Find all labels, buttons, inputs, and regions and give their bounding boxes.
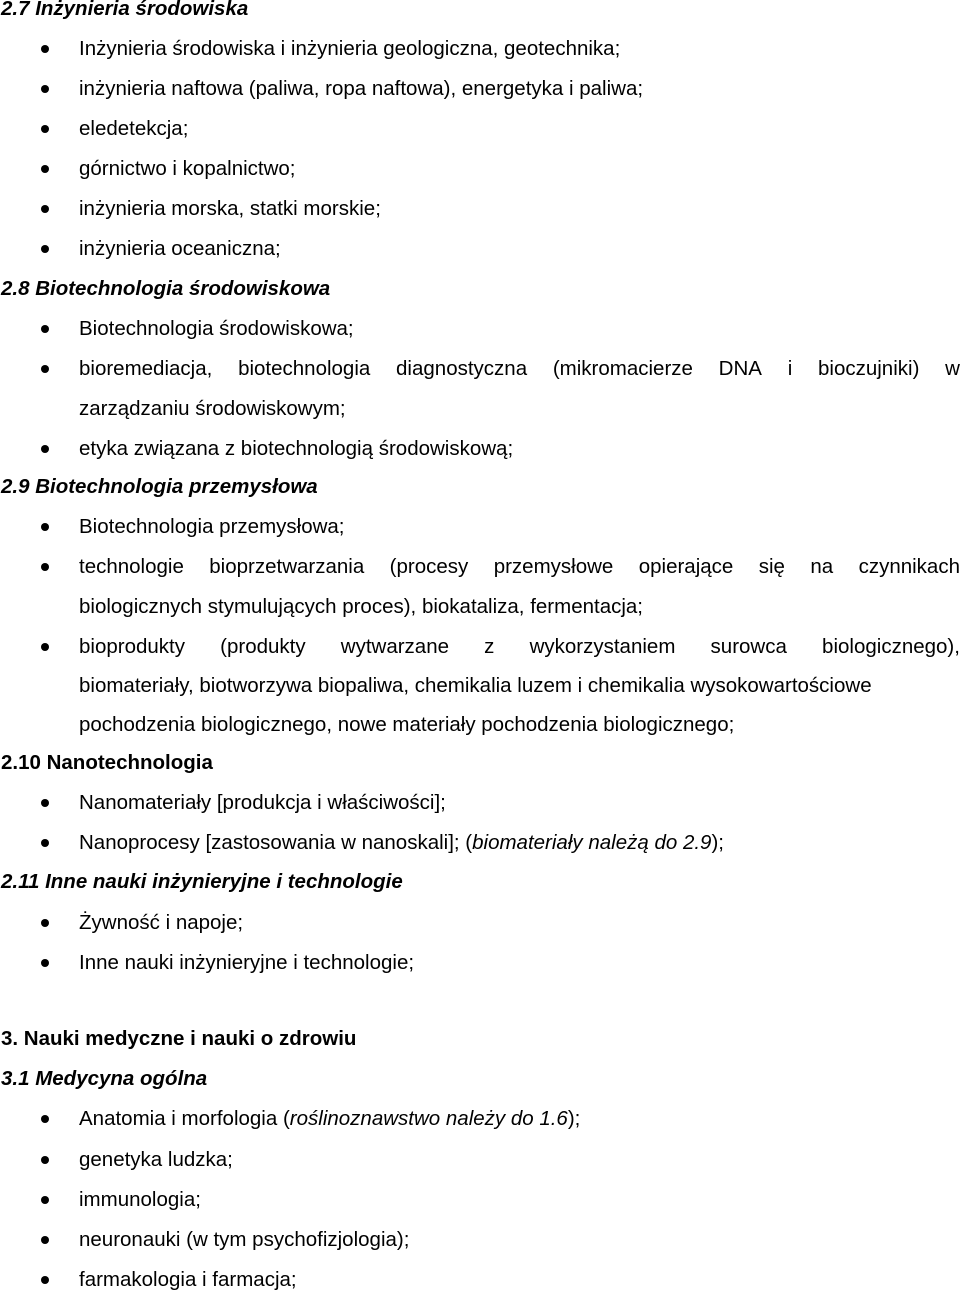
bullet-icon	[41, 563, 49, 571]
bullet-icon	[41, 1276, 49, 1284]
bullet-icon	[41, 839, 49, 847]
bullet-icon	[41, 523, 49, 531]
section-heading-3: 3. Nauki medyczne i nauki o zdrowiu	[1, 1027, 357, 1050]
bullet-icon	[41, 85, 49, 93]
section-heading-2-8: 2.8 Biotechnologia środowiskowa	[1, 277, 331, 300]
bullet-icon	[41, 365, 49, 373]
bullet-icon	[41, 1236, 49, 1244]
bullet-icon	[41, 165, 49, 173]
justified-line: bioprodukty (produkty wytwarzane z wykorzystaniem surowca biologicznego),	[79, 635, 960, 658]
section-heading-2-11: 2.11 Inne nauki inżynieryjne i technologie	[1, 870, 403, 893]
bullet-icon	[41, 1156, 49, 1164]
bullet-icon	[41, 643, 49, 651]
bullet-icon	[41, 959, 49, 967]
section-heading-2-7: 2.7 Inżynieria środowiska	[1, 0, 249, 20]
section-heading-2-10: 2.10 Nanotechnologia	[1, 751, 213, 774]
bullet-icon	[41, 125, 49, 133]
bullet-icon	[41, 1115, 49, 1123]
bullet-icon	[41, 445, 49, 453]
bullet-icon	[41, 799, 49, 807]
justified-line: bioremediacja, biotechnologia diagnostyczna (mikromacierze DNA i bioczujniki) w	[79, 357, 960, 380]
section-heading-3-1: 3.1 Medycyna ogólna	[1, 1067, 208, 1090]
bullet-icon	[41, 205, 49, 213]
bullet-icon	[41, 245, 49, 253]
bullet-icon	[41, 325, 49, 333]
justified-line: technologie bioprzetwarzania (procesy przemysłowe opierające się na czynnikach	[79, 555, 960, 578]
bullet-icon	[41, 45, 49, 53]
section-heading-2-9: 2.9 Biotechnologia przemysłowa	[1, 475, 318, 498]
bullet-icon	[41, 1196, 49, 1204]
bullet-icon	[41, 919, 49, 927]
